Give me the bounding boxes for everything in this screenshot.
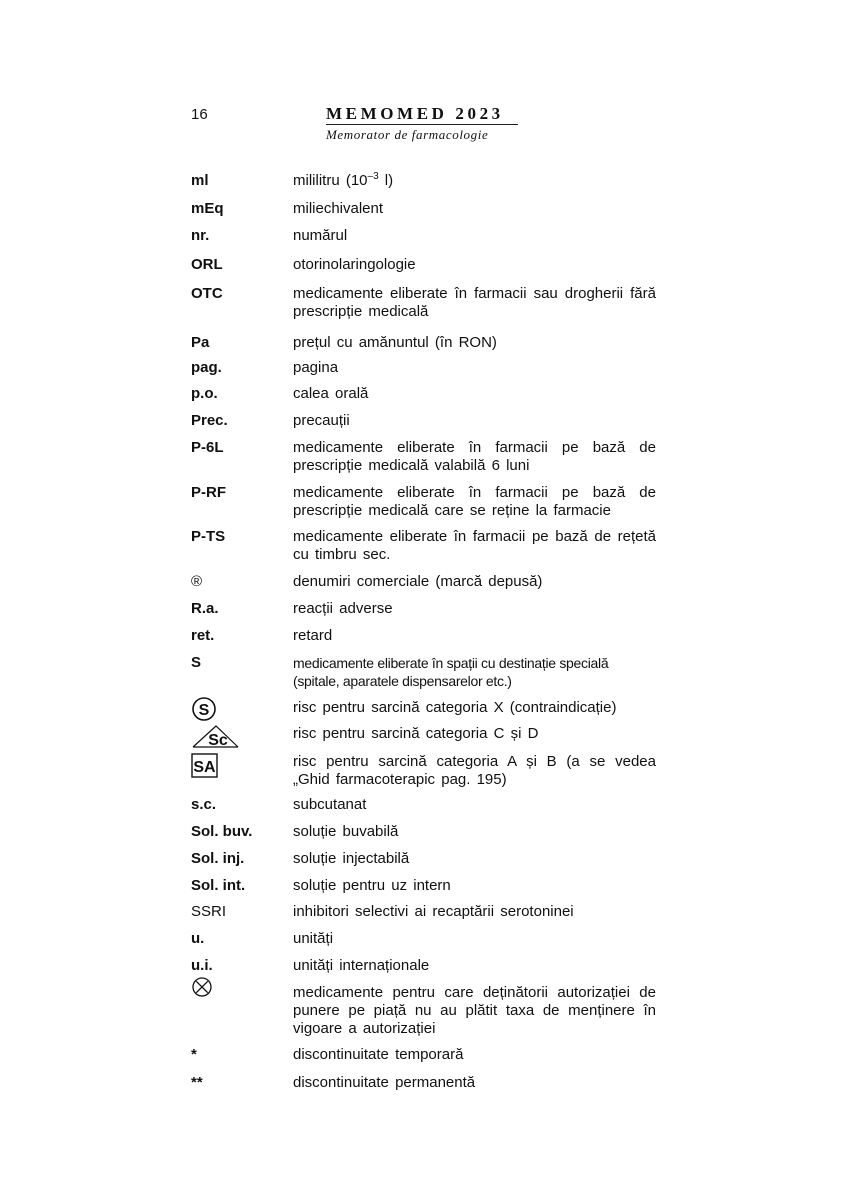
abbreviation: P-RF xyxy=(191,484,226,501)
definition: retard xyxy=(293,627,333,644)
symbol-label: Sc xyxy=(208,732,228,749)
abbreviation: mEq xyxy=(191,200,224,217)
definition: numărul xyxy=(293,227,348,244)
abbreviation: Sol. int. xyxy=(191,877,246,894)
abbreviation: S xyxy=(191,654,202,671)
definition: risc pentru sarcină categoria A și B (a se vedea „Ghid farmacoterapic pag. 195) xyxy=(293,753,656,788)
definition: subcutanat xyxy=(293,796,367,813)
abbreviation: ml xyxy=(191,172,209,189)
definition: precauții xyxy=(293,412,350,429)
definition: miliechivalent xyxy=(293,200,384,217)
definition: denumiri comerciale (marcă depusă) xyxy=(293,573,543,590)
abbreviation: Pa xyxy=(191,334,210,351)
running-header xyxy=(326,104,526,142)
abbreviation: ** xyxy=(191,1074,203,1091)
definition: inhibitori selectivi ai recaptării serotoninei xyxy=(293,903,574,920)
definition: pagina xyxy=(293,359,339,376)
abbreviation: Prec. xyxy=(191,412,228,429)
abbreviation: SSRI xyxy=(191,903,227,920)
abbreviation: * xyxy=(191,1046,197,1063)
header-rule xyxy=(326,124,518,125)
abbreviation: ORL xyxy=(191,256,223,273)
definition xyxy=(293,172,656,190)
definition: soluție injectabilă xyxy=(293,850,410,867)
abbreviation: ret. xyxy=(191,627,215,644)
definition: calea orală xyxy=(293,385,369,402)
circled-x-icon xyxy=(191,976,213,1003)
abbreviation: s.c. xyxy=(191,796,217,813)
triangle-sc-icon xyxy=(191,723,241,754)
definition: medicamente eliberate în farmacii pe bază de rețetă cu timbru sec. xyxy=(293,528,656,563)
boxed-sa-icon xyxy=(191,753,219,784)
abbreviation: p.o. xyxy=(191,385,218,402)
definition: risc pentru sarcină categoria C și D xyxy=(293,725,539,742)
abbreviation: u.i. xyxy=(191,957,213,974)
symbol-label: S xyxy=(198,702,210,719)
symbol-label: SA xyxy=(193,759,216,776)
definition: otorinolaringologie xyxy=(293,256,416,273)
definition: prețul cu amănuntul (în RON) xyxy=(293,334,497,351)
definition: unități internaționale xyxy=(293,957,430,974)
abbreviation: Sol. inj. xyxy=(191,850,245,867)
abbreviation: R.a. xyxy=(191,600,219,617)
definition: medicamente eliberate în farmacii pe bază de prescripție medicală valabilă 6 luni xyxy=(293,439,656,474)
definition: medicamente eliberate în spații cu destinație specială (spitale, aparatele dispensarelor etc.) xyxy=(293,655,609,689)
abbreviation: nr. xyxy=(191,227,210,244)
definition: discontinuitate temporară xyxy=(293,1046,464,1063)
header-subtitle: Memorator de farmacologie xyxy=(326,127,489,142)
definition-text: mililitru (10 xyxy=(293,172,368,189)
definition: medicamente pentru care deținătorii autorizației de punere pe piață nu au plătit taxa de menținere în vigoare a autorizației xyxy=(293,984,656,1037)
definition: risc pentru sarcină categoria X (contraindicație) xyxy=(293,699,617,716)
abbreviation: ® xyxy=(191,573,203,590)
abbreviation: OTC xyxy=(191,285,223,302)
abbreviation: Sol. buv. xyxy=(191,823,253,840)
header-title: MEMOMED 2023 xyxy=(326,104,504,123)
definition: medicamente eliberate în farmacii pe bază de prescripție medicală care se reține la farmacie xyxy=(293,484,656,519)
definition-unit: l) xyxy=(378,172,394,189)
abbreviation: P-6L xyxy=(191,439,224,456)
definition: medicamente eliberate în farmacii sau drogherii fără prescripție medicală xyxy=(293,285,656,320)
definition: unități xyxy=(293,930,334,947)
definition: reacții adverse xyxy=(293,600,393,617)
abbreviation: u. xyxy=(191,930,205,947)
exponent: –3 xyxy=(367,171,379,182)
abbreviation: pag. xyxy=(191,359,222,376)
definition: discontinuitate permanentă xyxy=(293,1074,476,1091)
page-number: 16 xyxy=(191,106,208,123)
abbreviation: P-TS xyxy=(191,528,226,545)
definition: soluție pentru uz intern xyxy=(293,877,451,894)
definition: soluție buvabilă xyxy=(293,823,399,840)
